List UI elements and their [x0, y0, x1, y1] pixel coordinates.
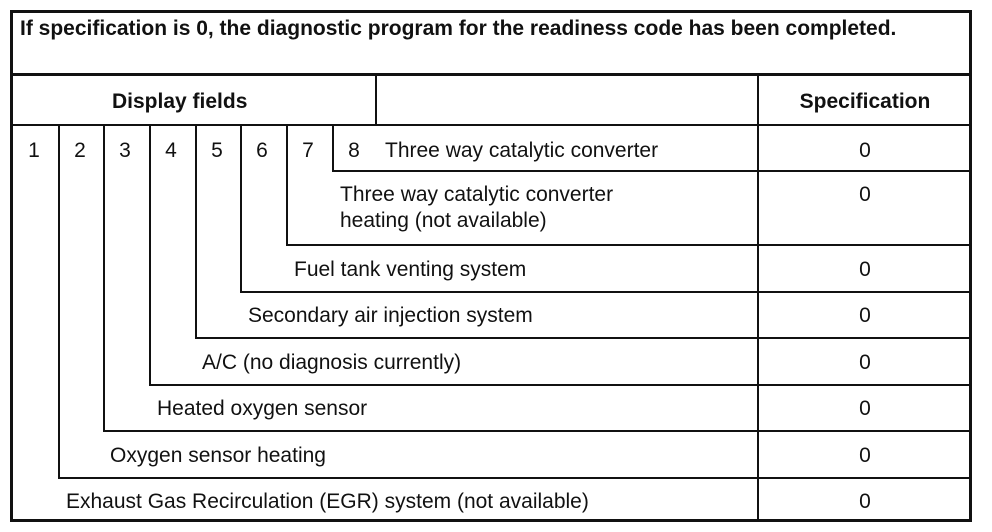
bracket-3-horizontal [149, 384, 759, 386]
spec-row-sep-3 [757, 291, 972, 293]
row-label-secondary-air: Secondary air injection system [248, 304, 533, 327]
outer-border-left [10, 10, 13, 522]
row-label-catalytic-heating-line1: Three way catalytic converter [340, 183, 614, 206]
digit-6: 6 [256, 139, 268, 162]
spec-value-fuel-tank-venting: 0 [859, 258, 871, 281]
digit-2: 2 [74, 139, 86, 162]
table-header-note: If specification is 0, the diagnostic program for the readiness code has been completed. [20, 17, 897, 40]
spec-row-sep-1 [757, 170, 972, 172]
spec-row-sep-5 [757, 384, 972, 386]
bracket-1-horizontal [58, 477, 759, 479]
spec-value-oxygen-sensor-heating: 0 [859, 444, 871, 467]
bracket-5-horizontal [240, 291, 759, 293]
row-label-heated-oxygen-sensor: Heated oxygen sensor [157, 397, 368, 420]
specification-heading: Specification [799, 90, 931, 113]
digit-7: 7 [302, 139, 314, 162]
spec-row-sep-7 [757, 477, 972, 479]
row-label-catalytic-heating-line2: heating (not available) [340, 209, 547, 232]
bracket-7-horizontal [332, 170, 759, 172]
digit-1: 1 [28, 139, 40, 162]
spec-value-heated-oxygen-sensor: 0 [859, 397, 871, 420]
header-divider [10, 73, 972, 76]
spec-row-sep-2 [757, 244, 972, 246]
outer-border-bottom [10, 519, 972, 522]
spec-row-sep-6 [757, 430, 972, 432]
bracket-6-horizontal [286, 244, 759, 246]
bracket-7-vertical [332, 126, 334, 172]
row-label-ac: A/C (no diagnosis currently) [202, 351, 462, 374]
display-fields-heading: Display fields [112, 90, 248, 113]
row-label-fuel-tank-venting: Fuel tank venting system [294, 258, 527, 281]
spec-value-ac: 0 [859, 351, 871, 374]
bracket-4-horizontal [195, 337, 759, 339]
row-label-egr: Exhaust Gas Recirculation (EGR) system (not available) [66, 490, 589, 513]
digit-5: 5 [211, 139, 223, 162]
bracket-2-horizontal [103, 430, 759, 432]
column-header-divider [10, 124, 972, 126]
spec-row-sep-4 [757, 337, 972, 339]
row-label-oxygen-sensor-heating: Oxygen sensor heating [110, 444, 326, 467]
bracket-2-vertical [103, 126, 105, 432]
digit-3: 3 [119, 139, 131, 162]
bracket-3-vertical [149, 126, 151, 386]
spec-value-egr: 0 [859, 490, 871, 513]
row-label-catalytic-converter: Three way catalytic converter [385, 139, 659, 162]
header-separator-1 [375, 76, 377, 126]
spec-value-catalytic-heating: 0 [859, 183, 871, 206]
spec-value-secondary-air: 0 [859, 304, 871, 327]
spec-value-catalytic-converter: 0 [859, 139, 871, 162]
bracket-1-vertical [58, 126, 60, 479]
digit-8: 8 [348, 139, 360, 162]
outer-border-top [10, 10, 972, 13]
digit-4: 4 [165, 139, 177, 162]
